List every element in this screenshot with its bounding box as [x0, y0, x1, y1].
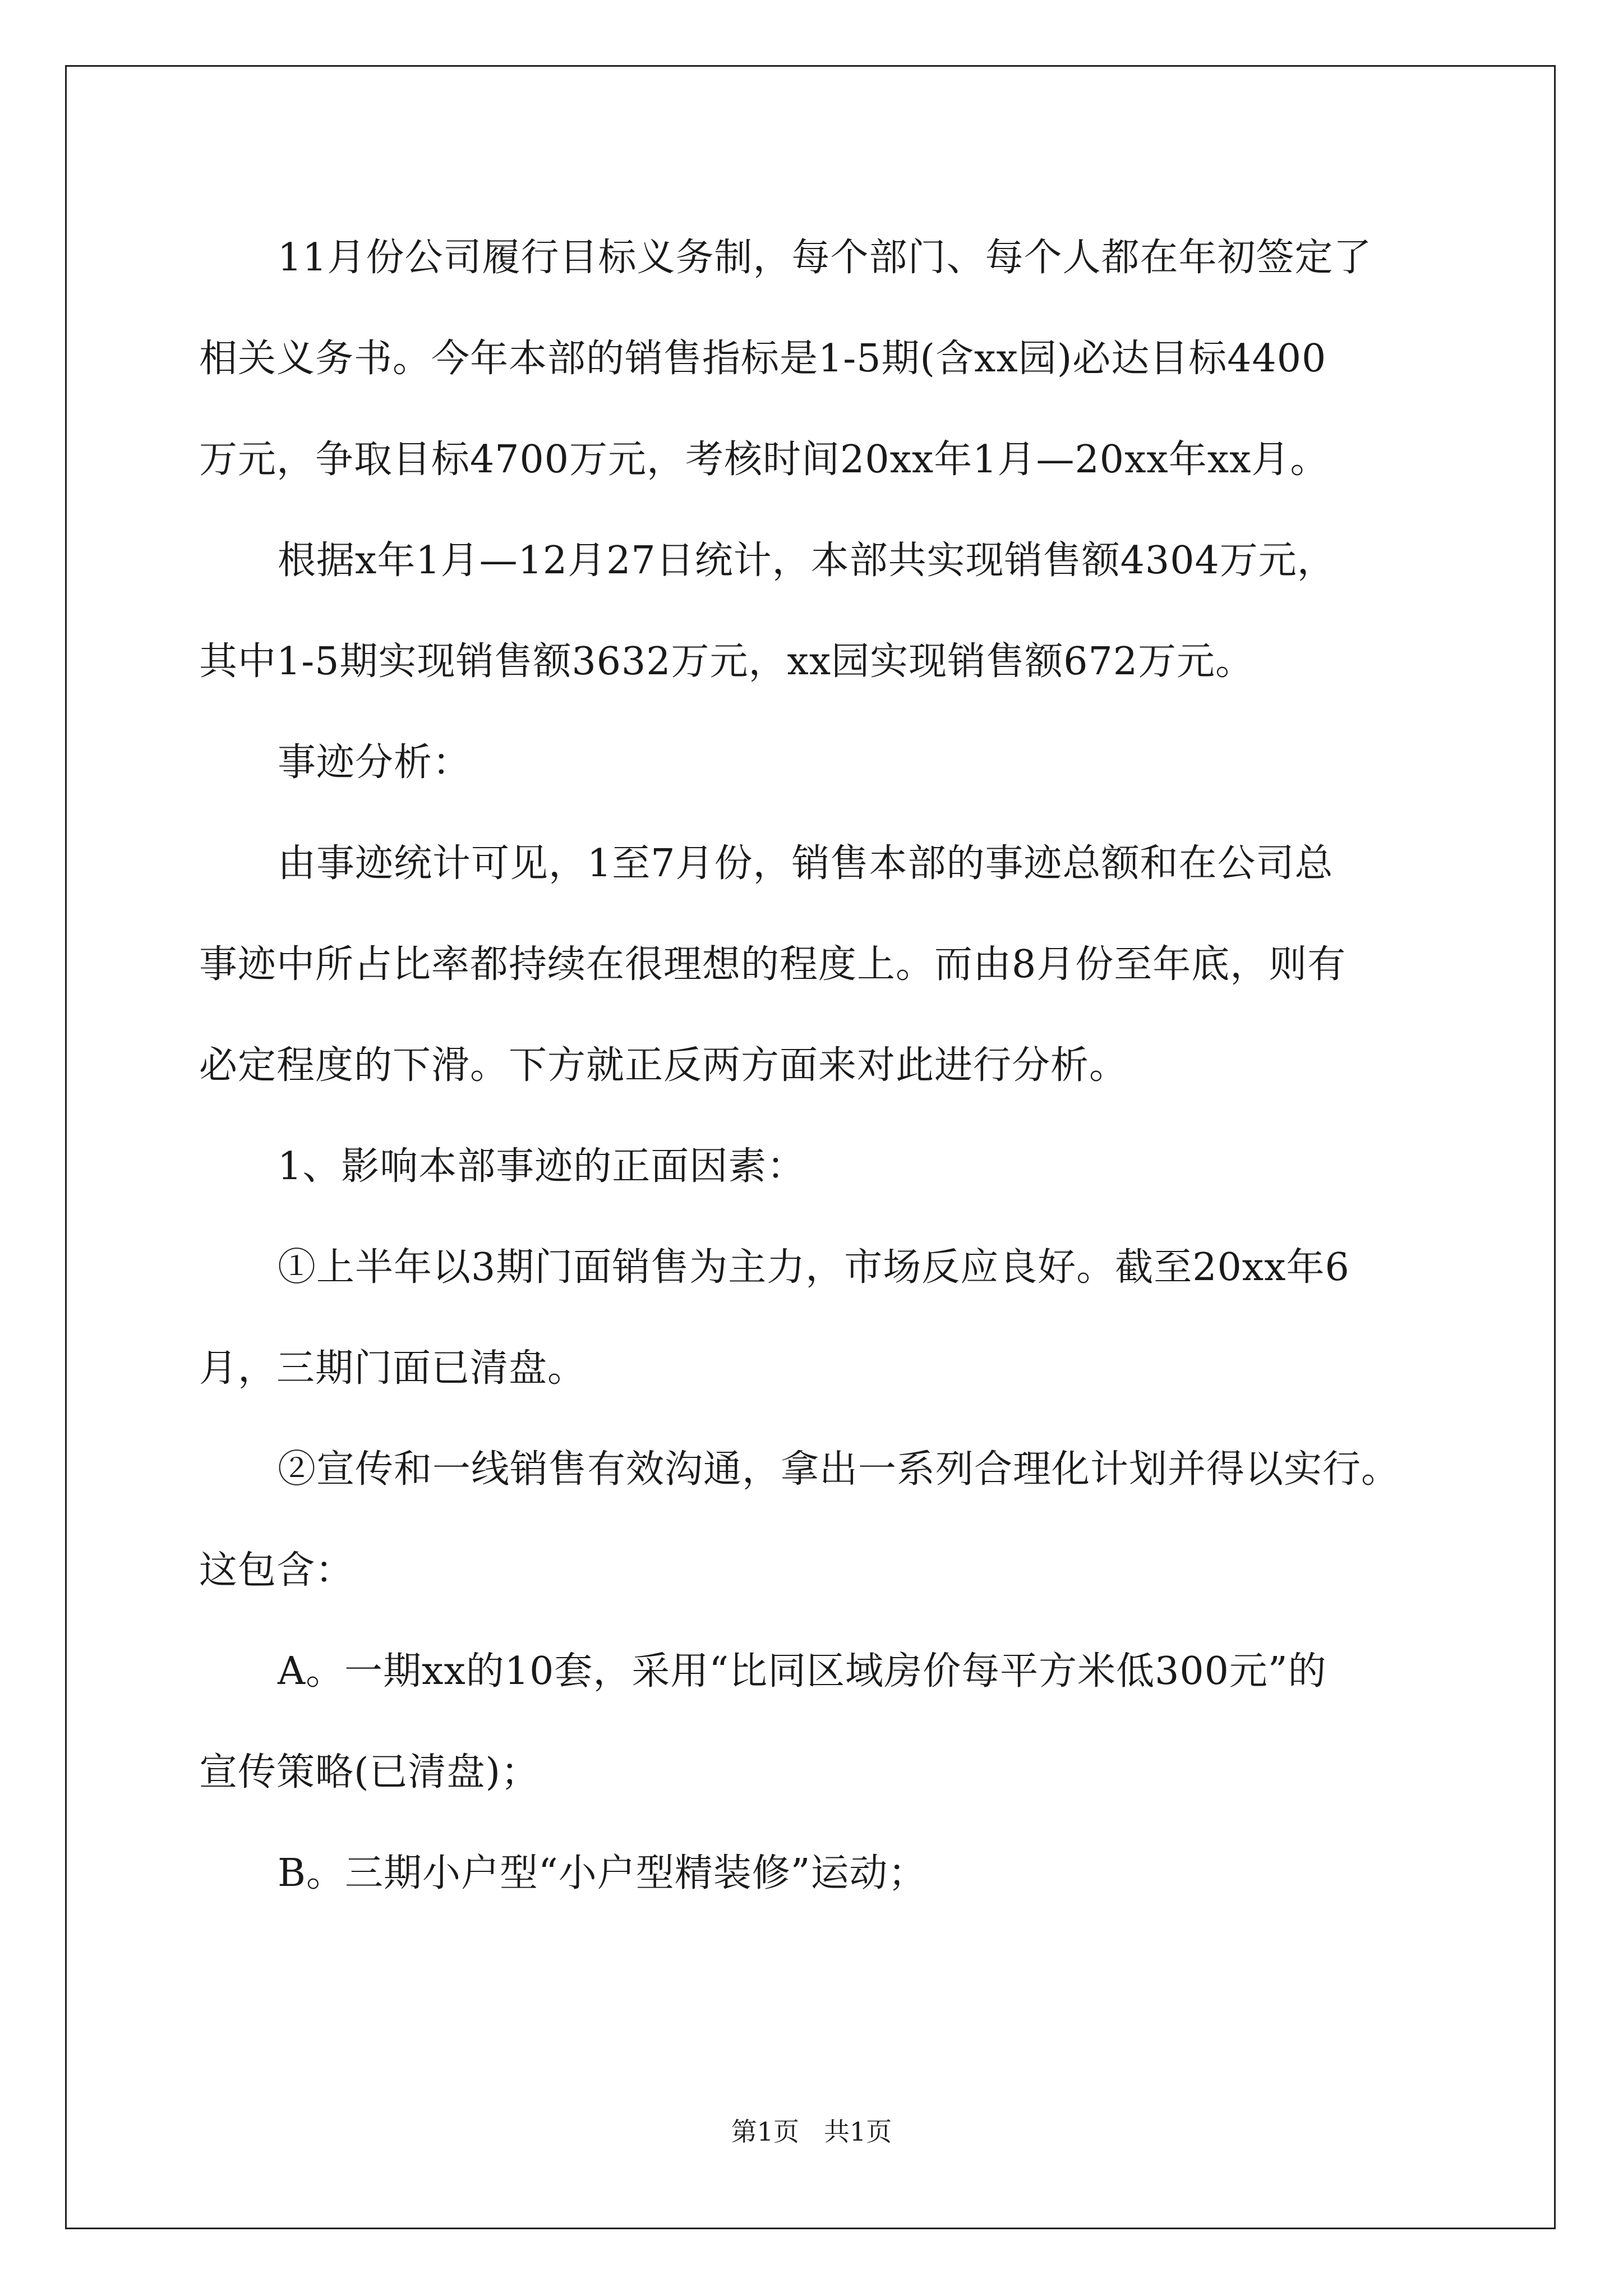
list-item-line: 这包含： — [199, 1548, 354, 1593]
section-heading: 1、影响本部事迹的正面因素： — [278, 1144, 806, 1189]
page-number: 第1页 — [731, 2116, 799, 2147]
paragraph-line: 根据x年1月—12月27日统计，本部共实现销售额4304万元， — [278, 539, 1336, 583]
paragraph-line: 相关义务书。今年本部的销售指标是1-5期(含xx园)必达目标4400 — [199, 337, 1327, 381]
paragraph-line: 事迹中所占比率都持续在很理想的程度上。而由8月份至年底，则有 — [199, 942, 1347, 987]
document-body — [199, 208, 1438, 1924]
page-total: 共1页 — [824, 2116, 892, 2147]
paragraph-line: 必定程度的下滑。下方就正反两方面来对此进行分析。 — [199, 1043, 1128, 1088]
list-item-line: B。三期小户型“小户型精装修”运动； — [278, 1851, 927, 1895]
paragraph-line: 其中1-5期实现销售额3632万元，xx园实现销售额672万元。 — [199, 639, 1255, 684]
section-heading: 事迹分析： — [278, 740, 472, 785]
list-item-line: ②宣传和一线销售有效沟通，拿出一系列合理化计划并得以实行。 — [278, 1447, 1400, 1492]
paragraph-line: 由事迹统计可见，1至7月份，销售本部的事迹总额和在公司总 — [278, 841, 1334, 886]
list-item-line: ①上半年以3期门面销售为主力，市场反应良好。截至20xx年6 — [278, 1245, 1350, 1290]
list-item-line: 月，三期门面已清盘。 — [199, 1346, 587, 1391]
page-footer — [0, 2115, 1623, 2148]
list-item-line: 宣传策略(已清盘)； — [199, 1750, 540, 1795]
list-item-line: A。一期xx的10套，采用“比同区域房价每平方米低300元”的 — [278, 1649, 1327, 1694]
paragraph-line: 11月份公司履行目标义务制，每个部门、每个人都在年初签定了 — [278, 236, 1372, 280]
paragraph-line: 万元，争取目标4700万元，考核时间20xx年1月—20xx年xx月。 — [199, 438, 1329, 482]
